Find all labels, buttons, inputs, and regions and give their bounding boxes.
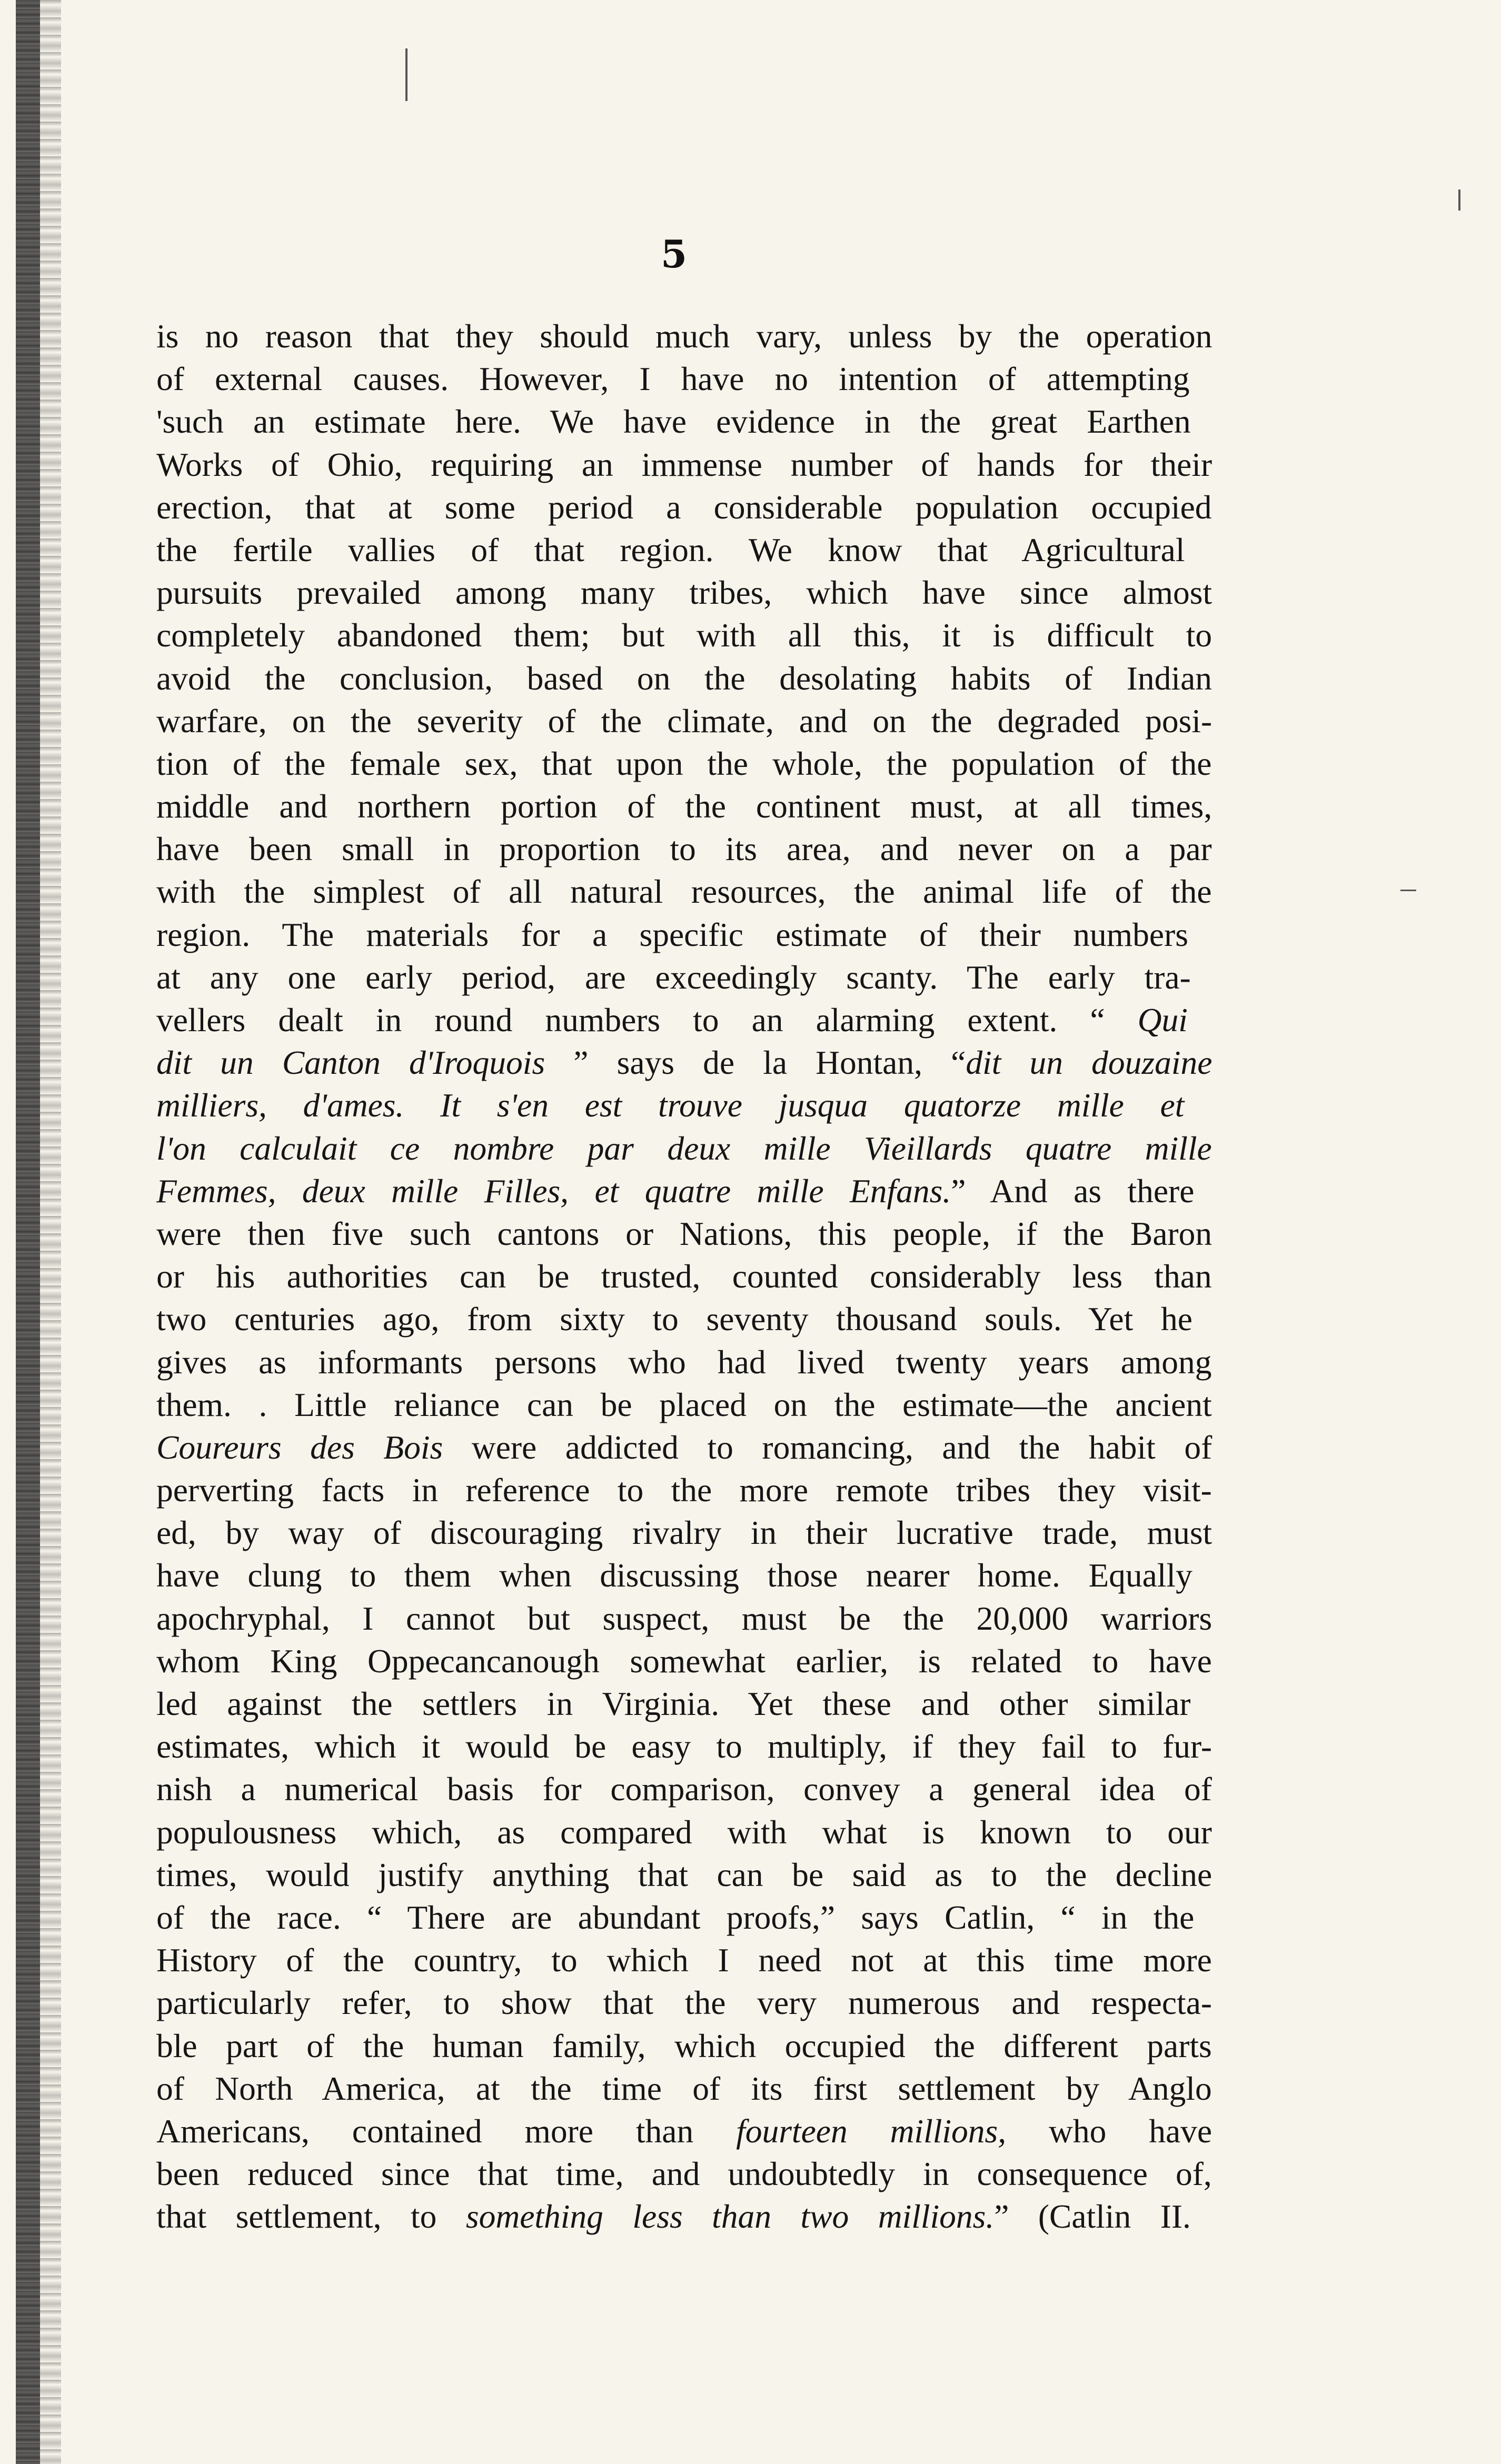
text-run: times, would justify anything that can be said as to the decline bbox=[156, 1856, 1212, 1893]
text-run: middle and northern portion of the continent must, at all times, bbox=[156, 787, 1212, 825]
text-line bbox=[156, 400, 1212, 443]
text-run: vellers dealt in round numbers to an alarming extent. “ bbox=[156, 1001, 1138, 1039]
italic-text-run: dit un Canton d'Iroquois bbox=[156, 1044, 545, 1082]
text-line bbox=[156, 785, 1212, 827]
text-line bbox=[156, 443, 1212, 486]
text-line bbox=[156, 2152, 1212, 2195]
text-line bbox=[156, 1298, 1212, 1340]
text-run: ” (Catlin II. bbox=[994, 2198, 1191, 2236]
text-line bbox=[156, 1981, 1212, 2024]
text-run: at any one early period, are exceedingly scanty. The early tra- bbox=[156, 958, 1191, 996]
text-line bbox=[156, 1084, 1212, 1126]
text-line bbox=[156, 999, 1212, 1041]
text-line bbox=[156, 913, 1212, 956]
text-line bbox=[156, 1041, 1212, 1084]
text-run: 'such an estimate here. We have evidence in the great Earthen bbox=[156, 403, 1191, 441]
text-line bbox=[156, 1640, 1212, 1682]
text-run: warfare, on the severity of the climate, and on the degraded posi- bbox=[156, 702, 1212, 740]
text-run: populousness which, as compared with what is known to our bbox=[156, 1813, 1212, 1851]
text-line bbox=[156, 1554, 1212, 1597]
text-run: ” And as there bbox=[951, 1172, 1195, 1210]
text-line bbox=[156, 742, 1212, 785]
text-line bbox=[156, 571, 1212, 614]
text-run: that settlement, to bbox=[156, 2198, 466, 2236]
text-run: with the simplest of all natural resources, the animal life of the bbox=[156, 873, 1212, 911]
text-line bbox=[156, 1426, 1212, 1469]
text-line bbox=[156, 1469, 1212, 1511]
text-run: have been small in proportion to its area, and never on a par bbox=[156, 830, 1212, 868]
book-binding-edge bbox=[16, 0, 40, 2464]
text-line bbox=[156, 2110, 1212, 2152]
text-run: ble part of the human family, which occupied the different parts bbox=[156, 2027, 1212, 2064]
scan-mark bbox=[1400, 890, 1416, 891]
text-run: region. The materials for a specific estimate of their numbers bbox=[156, 915, 1188, 953]
scan-mark bbox=[1458, 189, 1460, 211]
text-line bbox=[156, 2024, 1212, 2067]
text-run: perverting facts in reference to the more remote tribes they visit- bbox=[156, 1471, 1212, 1509]
text-line bbox=[156, 1255, 1212, 1298]
text-line bbox=[156, 1341, 1212, 1383]
binding-shadow bbox=[40, 0, 61, 2464]
text-line bbox=[156, 528, 1212, 571]
text-line bbox=[156, 657, 1212, 700]
text-run: tion of the female sex, that upon the whole, the population of the bbox=[156, 744, 1212, 782]
italic-text-run: something less than two millions. bbox=[465, 2198, 995, 2236]
text-line bbox=[156, 1511, 1212, 1554]
text-run: of the race. “ There are abundant proofs,” says Catlin, “ in the bbox=[156, 1898, 1195, 1936]
text-run: Works of Ohio, requiring an immense number of hands for their bbox=[156, 445, 1212, 483]
text-line bbox=[156, 486, 1212, 528]
text-run: pursuits prevailed among many tribes, which have since almost bbox=[156, 574, 1212, 612]
text-run: ” says de la Hontan, “ bbox=[545, 1044, 966, 1082]
italic-text-run: l'on calculait ce nombre par deux mille Vieillards quatre mille bbox=[156, 1129, 1212, 1167]
italic-text-run: dit un douzaine bbox=[966, 1044, 1212, 1082]
text-run: were addicted to romancing, and the habit of bbox=[443, 1428, 1212, 1466]
text-line bbox=[156, 870, 1212, 913]
text-run: avoid the conclusion, based on the desolating habits of Indian bbox=[156, 659, 1212, 697]
text-run: of external causes. However, I have no intention of attempting bbox=[156, 360, 1190, 398]
text-run: have clung to them when discussing those nearer home. Equally bbox=[156, 1557, 1192, 1594]
text-run: completely abandoned them; but with all this, it is difficult to bbox=[156, 616, 1212, 654]
page-number: 5 bbox=[661, 232, 688, 276]
text-run: Americans, contained more than bbox=[156, 2112, 737, 2150]
text-line bbox=[156, 1170, 1212, 1212]
text-line bbox=[156, 2195, 1212, 2238]
text-run: estimates, which it would be easy to multiply, if they fail to fur- bbox=[156, 1728, 1212, 1765]
text-line bbox=[156, 1811, 1212, 1853]
text-line bbox=[156, 1939, 1212, 1981]
text-run: History of the country, to which I need not at this time more bbox=[156, 1941, 1212, 1979]
text-line bbox=[156, 700, 1212, 742]
text-run: who have bbox=[1006, 2112, 1212, 2150]
text-line bbox=[156, 1383, 1212, 1426]
text-run: erection, that at some period a considerable population occupied bbox=[156, 488, 1212, 526]
text-line bbox=[156, 1896, 1212, 1939]
text-line bbox=[156, 1853, 1212, 1896]
text-run: particularly refer, to show that the very numerous and respecta- bbox=[156, 1984, 1212, 2022]
text-run: were then five such cantons or Nations, this people, if the Baron bbox=[156, 1214, 1212, 1252]
text-line bbox=[156, 1725, 1212, 1768]
italic-text-run: fourteen millions, bbox=[736, 2112, 1007, 2150]
text-run: the fertile vallies of that region. We know that Agricultural bbox=[156, 531, 1185, 568]
scan-mark bbox=[405, 48, 407, 101]
text-line bbox=[156, 1682, 1212, 1725]
italic-text-run: milliers, d'ames. It s'en est trouve jusqua quatorze mille et bbox=[156, 1086, 1185, 1124]
body-text bbox=[156, 315, 1212, 2238]
italic-text-run: Coureurs des Bois bbox=[156, 1428, 443, 1466]
text-run: is no reason that they should much vary, unless by the operation bbox=[156, 317, 1212, 355]
text-line bbox=[156, 357, 1212, 400]
text-run: of North America, at the time of its first settlement by Anglo bbox=[156, 2069, 1212, 2107]
text-line bbox=[156, 2067, 1212, 2110]
text-line bbox=[156, 1597, 1212, 1640]
text-line bbox=[156, 315, 1212, 357]
text-run: apochryphal, I cannot but suspect, must be the 20,000 warriors bbox=[156, 1599, 1212, 1637]
text-run: them. . Little reliance can be placed on the estimate—the ancient bbox=[156, 1385, 1212, 1423]
text-line bbox=[156, 956, 1212, 999]
text-run: two centuries ago, from sixty to seventy thousand souls. Yet he bbox=[156, 1300, 1192, 1338]
text-run: gives as informants persons who had lived twenty years among bbox=[156, 1343, 1212, 1381]
text-run: been reduced since that time, and undoubtedly in consequence of, bbox=[156, 2155, 1212, 2193]
text-run: nish a numerical basis for comparison, convey a general idea of bbox=[156, 1770, 1212, 1808]
italic-text-run: Qui bbox=[1137, 1001, 1188, 1039]
text-line bbox=[156, 1127, 1212, 1170]
text-line bbox=[156, 1212, 1212, 1255]
italic-text-run: Femmes, deux mille Filles, et quatre mille Enfans. bbox=[156, 1172, 951, 1210]
text-line bbox=[156, 827, 1212, 870]
text-line bbox=[156, 614, 1212, 656]
text-line bbox=[156, 1768, 1212, 1810]
text-run: led against the settlers in Virginia. Yet these and other similar bbox=[156, 1685, 1191, 1722]
text-run: or his authorities can be trusted, counted considerably less than bbox=[156, 1258, 1212, 1295]
text-run: whom King Oppecancanough somewhat earlier, is related to have bbox=[156, 1642, 1212, 1680]
text-run: ed, by way of discouraging rivalry in their lucrative trade, must bbox=[156, 1514, 1212, 1552]
